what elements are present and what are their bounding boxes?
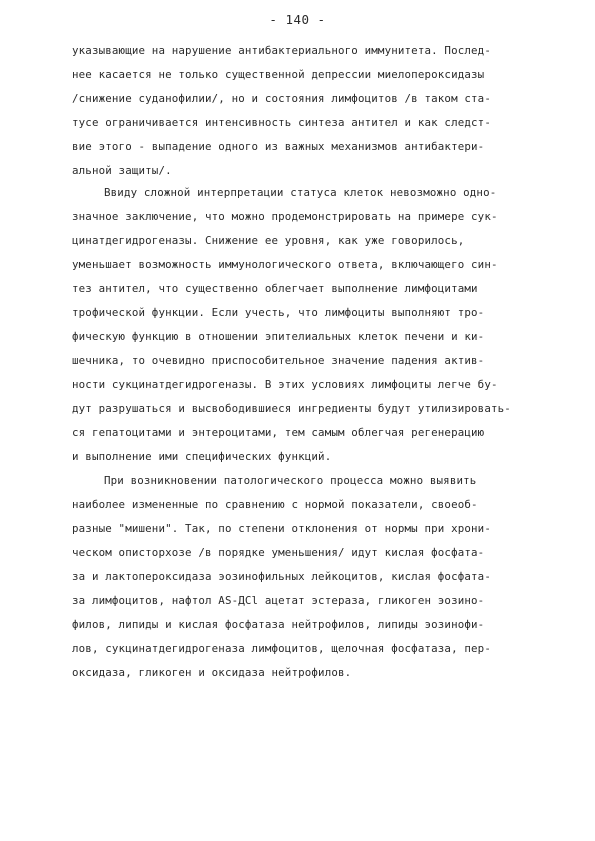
text-line: ся гепатоцитами и энтероцитами, тем самым облегчая регенерацию	[72, 426, 485, 439]
text-line: ческом описторхозе /в порядке уменьшения/ идут кислая фосфата-	[72, 546, 485, 559]
text-line: цинатдегидрогеназы. Снижение ее уровня, как уже говорилось,	[72, 234, 465, 247]
text-line: уменьшает возможность иммунологического ответа, включающего син-	[72, 258, 498, 271]
text-line: и выполнение ими специфических функций.	[72, 450, 332, 463]
text-line: лов, сукцинатдегидрогеназа лимфоцитов, щелочная фосфатаза, пер-	[72, 642, 491, 655]
text-line: фическую функцию в отношении эпителиальных клеток печени и ки-	[72, 330, 485, 343]
text-line: вие этого - выпадение одного из важных механизмов антибактери-	[72, 140, 485, 153]
text-line: нее касается не только существенной депрессии миелопероксидазы	[72, 68, 485, 81]
text-line: разные "мишени". Так, по степени отклонения от нормы при хрони-	[72, 522, 491, 535]
text-line: дут разрушаться и высвободившиеся ингредиенты будут утилизировать-	[72, 402, 511, 415]
text-line: оксидаза, гликоген и оксидаза нейтрофилов.	[72, 666, 352, 679]
text-line: наиболее измененные по сравнению с нормой показатели, своеоб-	[72, 498, 478, 511]
text-line: значное заключение, что можно продемонстрировать на примере сук-	[72, 210, 498, 223]
text-line: шечника, то очевидно приспособительное значение падения актив-	[72, 354, 485, 367]
text-line: При возникновении патологического процесса можно выявить	[104, 474, 477, 487]
text-line: /снижение суданофилии/, но и состояния лимфоцитов /в таком ста-	[72, 92, 491, 105]
page-number: - 140 -	[269, 12, 326, 27]
text-line: альной защиты/.	[72, 164, 172, 177]
text-line: за и лактопероксидаза эозинофильных лейкоцитов, кислая фосфата-	[72, 570, 491, 583]
text-line: указывающие на нарушение антибактериального иммунитета. Послед-	[72, 44, 491, 57]
text-line: тез антител, что существенно облегчает выполнение лимфоцитами	[72, 282, 478, 295]
text-line: трофической функции. Если учесть, что лимфоциты выполняют тро-	[72, 306, 485, 319]
text-line: тусе ограничивается интенсивность синтеза антител и как следст-	[72, 116, 491, 129]
text-line: за лимфоцитов, нафтол AS-ДCl ацетат эстераза, гликоген эозино-	[72, 594, 485, 607]
text-line: ности сукцинатдегидрогеназы. В этих условиях лимфоциты легче бу-	[72, 378, 498, 391]
text-line: филов, липиды и кислая фосфатаза нейтрофилов, липиды эозинофи-	[72, 618, 485, 631]
text-line: Ввиду сложной интерпретации статуса клеток невозможно одно-	[104, 186, 497, 199]
